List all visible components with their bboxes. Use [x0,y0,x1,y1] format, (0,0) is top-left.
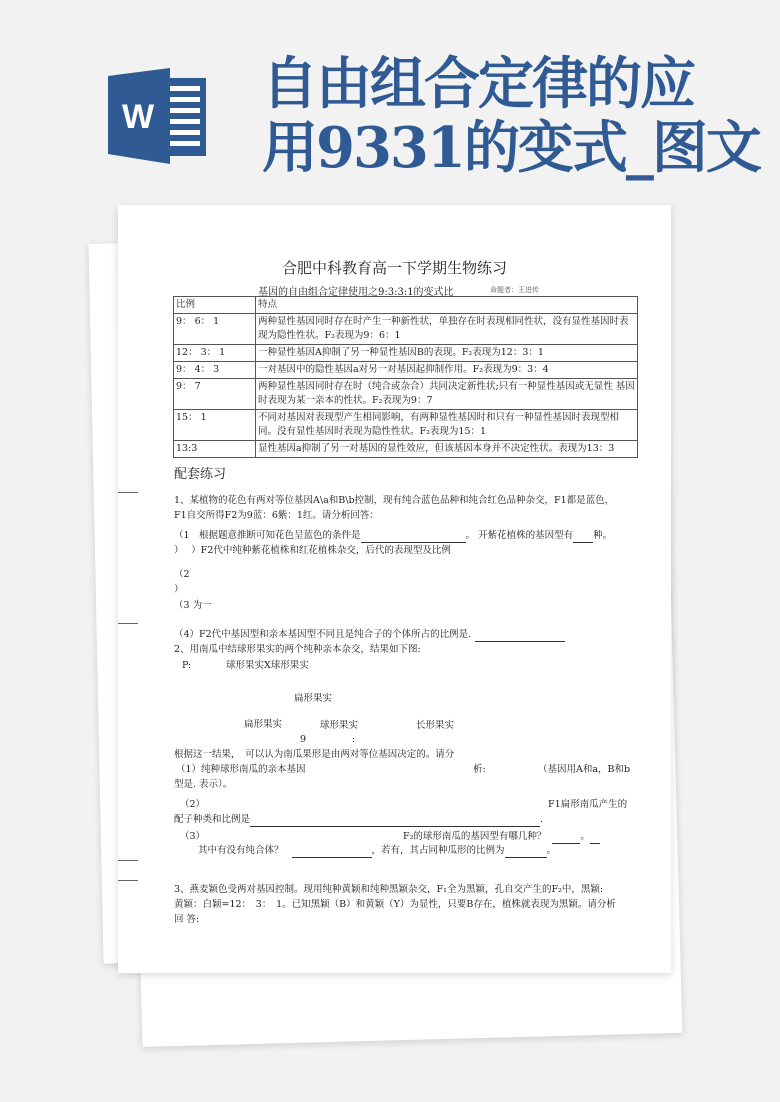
margin-mark [118,880,138,881]
q2-ratio-9: 9 [300,734,307,745]
q1-sub1-text: （1 根据题意推断可知花色呈蓝色的条件是 [174,530,361,541]
q3-line3: 回 答: [174,914,200,925]
ratio-cell: 13:3 [174,441,256,458]
answer-blank[interactable] [361,531,466,543]
q2-sub1-note: （基因用A和a，B和b [538,764,631,775]
answer-blank[interactable] [475,630,565,642]
q3-line2: 黄颖：白颖=12： 3： 1。已知黑颖（B）和黄颖（Y）为显性，只要B存在，植株就表现为黑颖。请分析 [174,899,616,910]
answer-blank[interactable] [573,531,593,543]
svg-text:W: W [121,98,155,136]
margin-mark [118,623,138,624]
q1-sub1 [174,528,612,543]
q1-sub2-close: ） [174,584,184,595]
feature-cell: 两种显性基因同时存在时产生一种新性状，单独存在时表现相同性状，没有显性基因时表现为隐性性状。F₂表现为9：6：1 [256,314,638,345]
q2-sub3: （3） [180,831,206,842]
q2-f1: 扁形果实 [294,693,333,704]
q2-f2-flat: 扁形果实 [244,719,283,730]
q2-sub1: （1）纯种球形南瓜的亲本基因 [176,764,306,775]
ratio-cell: 9： 7 [174,379,256,410]
document-title: 合肥中科教育高一下学期生物练习 [281,259,507,277]
document-page [118,205,671,973]
q1-line1: 1、某植物的花色有两对等位基因A\a和B\b控制，现有纯合蓝色品种和纯合红色品种杂交，F1都是蓝色， [174,495,615,506]
q2-sub2-line2: 配子种类和比例是 . [174,814,544,825]
q2-analysis: 根据这一结果， 可以认为南瓜果形是由两对等位基因决定的。请分 [174,749,455,760]
feature-cell: 一对基因中的隐性基因a对另一对基因起抑制作用。F₂表现为9：3：4 [256,362,638,379]
q1-sub2-open: （2 [174,569,190,580]
table-row [174,441,638,458]
banner-title-line2: 用9331的变式_图文 [262,115,760,181]
answer-blank[interactable] [505,846,547,858]
margin-mark [118,860,138,861]
ratio-table [173,296,638,458]
section-heading: 配套练习 [174,467,227,482]
feature-cell: 一种显性基因A抑制了另一种显性基因B的表现。F₂表现为12：3：1 [256,345,638,362]
table-row [174,410,638,441]
ratio-cell: 15： 1 [174,410,256,441]
q2-sub1-analysis: 析: [473,764,486,775]
q2-sub1-line2: 型是. 表示）。 [174,779,233,790]
banner-title [262,52,762,180]
q2-sub2-right: F1扁形南瓜产生的 [548,799,628,810]
q2-sub2-text: 配子种类和比例是 [174,814,251,825]
q1-sub3: （3 为一 [174,600,212,611]
q2-sub3-text3: ，若有，其占同种瓜形的比例为 [371,845,505,856]
q1-sub4 [174,627,565,642]
table-row [174,345,638,362]
document-subtitle: 基因的自由组合定律使用之9:3:3:1的变式比 [258,287,454,298]
ratio-cell: 9： 6： 1 [174,314,256,345]
q3-line1: 3、燕麦颖色受两对基因控制。现用纯种黄颖和纯种黑颖杂交，F₁全为黑颖，孔自交产生的F₂中，黑颖: [174,884,604,895]
document-author: 命题者：王进传 [490,286,539,294]
word-document-icon [108,68,210,164]
feature-cell: 两种显性基因同时存在时（纯合或杂合）共同决定新性状;只有一种显性基因或无显性 基因时表现为某一亲本的性状。F₂表现为9：7 [256,379,638,410]
q1-sub4-text: （4）F2代中基因型和亲本基因型不同且是纯合子的个体所占的比例是. [174,629,472,640]
q1-sub1-text2: 。 开紫花植株的基因型有 [465,530,574,541]
q2-p-label: P: [182,660,192,671]
q2-line1: 2、用南瓜中结球形果实的两个纯种亲本杂交，结果如下图: [174,644,421,655]
q2-ratio-colon: : [352,734,356,745]
ratio-cell: 9： 4： 3 [174,362,256,379]
q1-sub2-line: ） ）F2代中纯种紫花植株和红花植株杂交，后代的表现型及比例 [174,545,451,556]
ratio-cell: 12： 3： 1 [174,345,256,362]
table-row [174,379,638,410]
q2-sub3-question: F₂的球形南瓜的基因型有哪几种？ 。 [403,829,600,844]
answer-blank[interactable] [292,846,372,858]
margin-mark [118,492,138,493]
table-row [174,362,638,379]
table-header: 特点 [256,297,638,314]
banner [0,0,780,200]
answer-blank[interactable] [590,832,600,844]
q2-f2-round: 球形果实 [320,720,359,731]
answer-blank[interactable] [552,832,580,844]
q2-sub3-text2: 其中有没有纯合体？ [198,845,284,856]
q2-f2-long: 长形果实 [416,720,455,731]
table-header-row [174,297,638,314]
q2-sub2: （2） [180,799,206,810]
banner-title-line1: 自由组合定律的应 [262,51,694,117]
feature-cell: 显性基因a抑制了另一对基因的显性效应，但该基因本身并不决定性状。表现为13：3 [256,441,638,458]
q2-sub3-line2: 其中有没有纯合体？ ，若有，其占同种瓜形的比例为 。 [198,845,557,856]
table-row [174,314,638,345]
table-header: 比例 [174,297,256,314]
feature-cell: 不同对基因对表现型产生相同影响，有两种显性基因时和只有一种显性基因时表现型相同。没有显性基因时表现为隐性性状。F₂表现为15：1 [256,410,638,441]
q2-sub3-text: F₂的球形南瓜的基因型有哪几种？ [403,831,547,842]
answer-blank[interactable] [250,815,540,827]
q1-line2: F1自交所得F2为9蓝：6紫：1红。请分析回答： [174,510,379,521]
q1-sub1-text3: 种。 [593,530,613,541]
q2-p-cross: 球形果实X球形果实 [226,660,309,671]
